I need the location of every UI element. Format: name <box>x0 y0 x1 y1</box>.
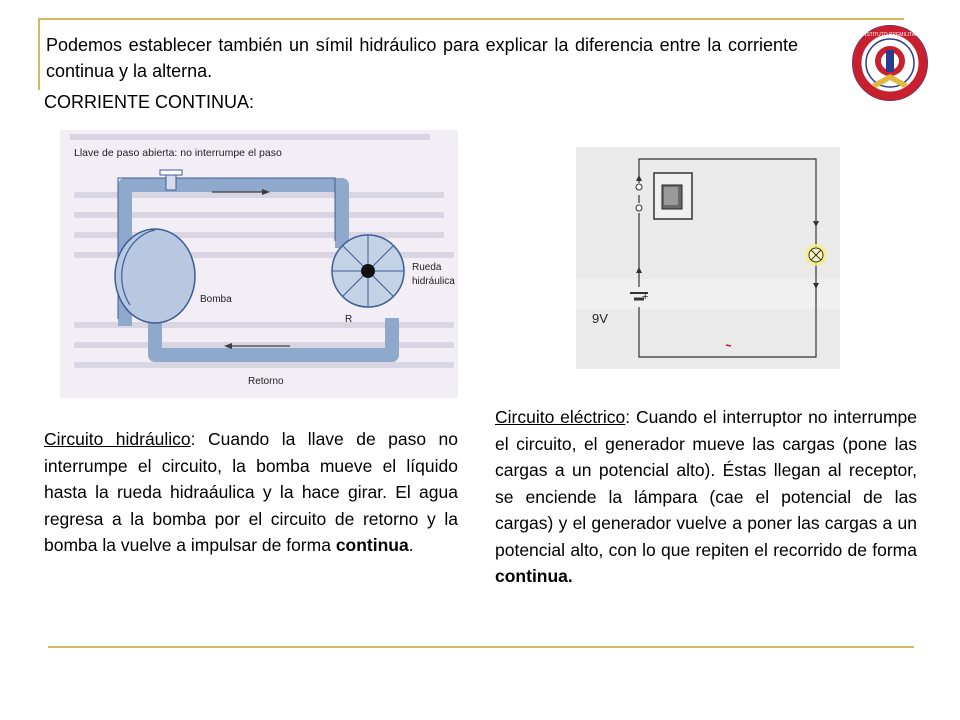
valve-label: Llave de paso abierta: no interrumpe el paso <box>74 147 282 159</box>
wheel-label-2: hidráulica <box>412 276 455 287</box>
electric-title: Circuito eléctrico <box>495 407 626 427</box>
section-heading: CORRIENTE CONTINUA: <box>44 92 255 112</box>
electric-circuit-figure <box>576 147 840 369</box>
electric-body: : Cuando el interruptor no interrumpe el circuito, el generador mueve las cargas (pone las cargas a un potencial alto). Éstas llegan al receptor, se enciende la lámpara (cae el potencial de las cargas) y el generador vuelve a poner las cargas a un potencial alto, con lo que repiten el recorrido de forma <box>495 407 917 560</box>
wheel-label-1: Rueda <box>412 262 442 273</box>
return-label: Retorno <box>248 376 284 387</box>
left-rule <box>38 18 40 90</box>
hydraulic-emphasis: continua <box>335 535 409 555</box>
pump-label: Bomba <box>200 294 232 305</box>
hydraulic-end: . <box>408 535 414 555</box>
hydraulic-description <box>44 426 458 559</box>
r-label: R <box>345 314 353 325</box>
hydraulic-title: Circuito hidráulico <box>44 429 191 449</box>
bottom-rule <box>48 646 914 648</box>
electric-emphasis: continua. <box>495 566 573 586</box>
top-rule <box>38 18 904 20</box>
electric-description <box>495 404 917 590</box>
logo-text-top: INSTITUTO PREMILITAR <box>861 32 919 38</box>
intro-paragraph: Podemos establecer también un símil hidráulico para explicar la diferencia entre la corriente continua y la alterna. <box>46 35 798 81</box>
voltage-label: 9V <box>592 311 608 326</box>
hydraulic-circuit-figure <box>60 130 458 398</box>
institute-logo <box>850 24 930 102</box>
hydraulic-body: : Cuando la llave de paso no interrumpe el circuito, la bomba mueve el líquido hasta la rueda hidraáulica y la hace girar. El agua regresa a la bomba por el circuito de retorno y la bomba la vuelve a impulsar de forma <box>44 429 458 555</box>
plus-label: + <box>642 291 649 303</box>
